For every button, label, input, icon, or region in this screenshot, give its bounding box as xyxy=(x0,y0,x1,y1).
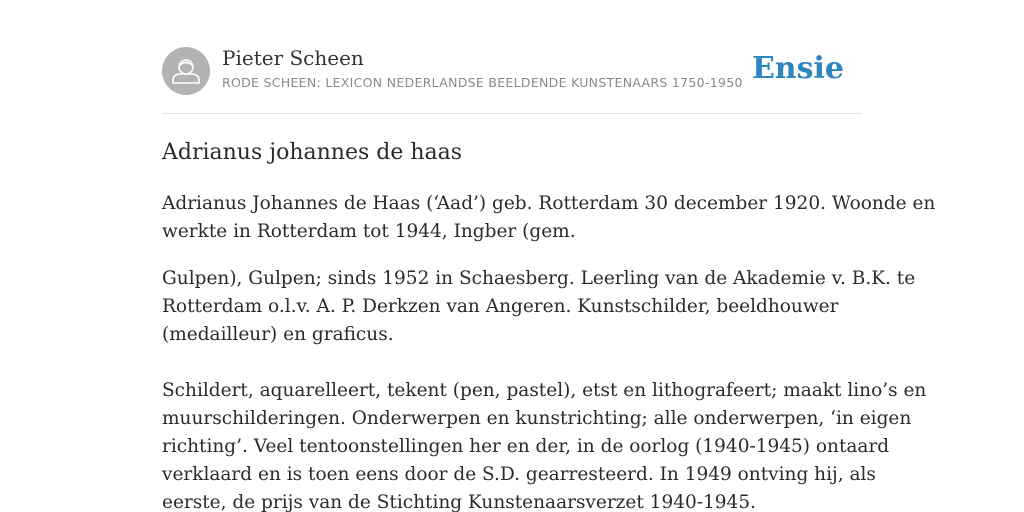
text-line: Gulpen), Gulpen; sinds 1952 in Schaesberg. Leerling van de Akademie v. B.K. te xyxy=(162,268,916,289)
text-line: Schildert, aquarelleert, tekent (pen, pastel), etst en lithografeert; maakt lino’s en xyxy=(162,380,927,401)
text-line: eerste, de prijs van de Stichting Kunstenaarsverzet 1940-1945. xyxy=(162,492,756,512)
text-line: richting’. Veel tentoonstellingen her en der, in de oorlog (1940-1945) ontaard xyxy=(162,436,890,457)
user-avatar-icon[interactable] xyxy=(162,47,210,95)
source-label[interactable]: RODE SCHEEN: LEXICON NEDERLANDSE BEELDENDE KUNSTENAARS 1750-1950 xyxy=(222,75,743,90)
text-line: Adrianus Johannes de Haas (‘Aad’) geb. Rotterdam 30 december 1920. Woonde en xyxy=(162,193,936,214)
article-header xyxy=(162,46,862,96)
text-line: muurschilderingen. Onderwerpen en kunstrichting; alle onderwerpen, ‘in eigen xyxy=(162,408,912,429)
text-line: Rotterdam o.l.v. A. P. Derkzen van Angeren. Kunstschilder, beeldhouwer xyxy=(162,296,839,317)
paragraph xyxy=(162,190,936,246)
header-divider xyxy=(162,113,862,114)
brand-logo[interactable]: Ensie xyxy=(751,51,844,86)
text-line: (medailleur) en graficus. xyxy=(162,324,394,345)
text-line: werkte in Rotterdam tot 1944, Ingber (gem. xyxy=(162,221,576,242)
paragraph xyxy=(162,377,927,512)
article-title: Adrianus johannes de haas xyxy=(162,140,463,165)
paragraph xyxy=(162,265,916,349)
article-body xyxy=(162,190,936,512)
author-name[interactable]: Pieter Scheen xyxy=(222,46,364,70)
text-line: verklaard en is toen eens door de S.D. gearresteerd. In 1949 ontving hij, als xyxy=(162,464,876,485)
